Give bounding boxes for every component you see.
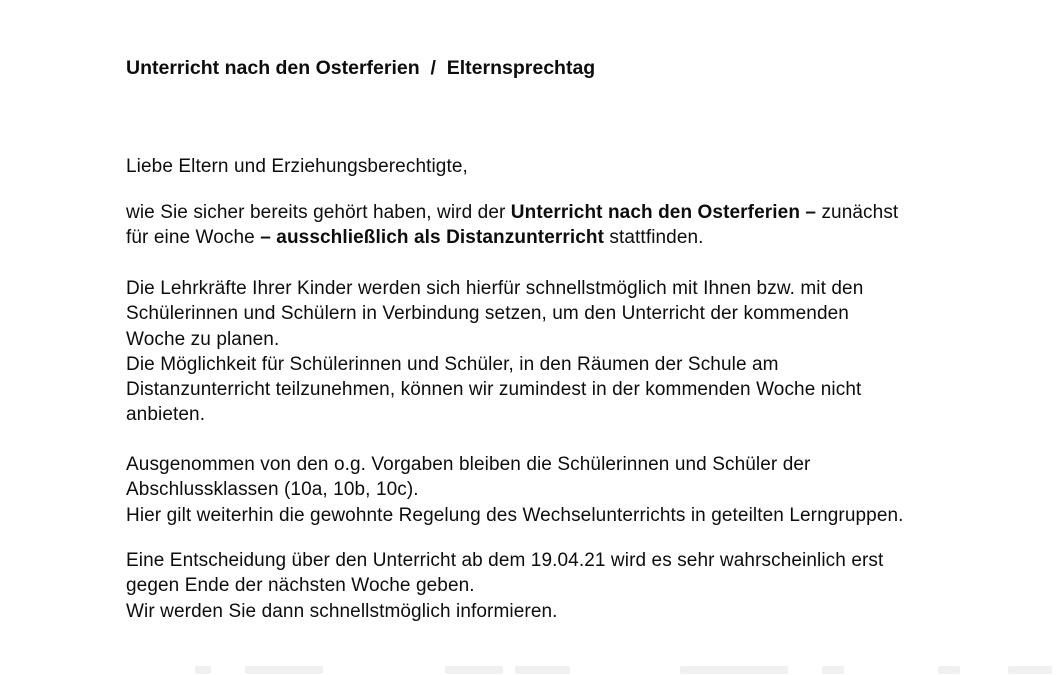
text-run: Ausgenommen von den o.g. Vorgaben bleiben die Schülerinnen und Schüler der [126,454,811,475]
text-run: Die Lehrkräfte Ihrer Kinder werden sich hierfür schnellstmöglich mit Ihnen bzw. mit den [126,278,864,299]
text-run: Schülerinnen und Schülern in Verbindung setzen, um den Unterricht der kommenden [126,303,849,325]
text-line [126,402,863,427]
text-run: für eine Woche [126,227,261,249]
paragraph-block [126,452,904,528]
text-run: anbieten. [126,404,206,426]
paragraph-block [126,276,863,428]
text-line [126,327,863,352]
document-title: Unterricht nach den Osterferien / Elternsprechtag [126,57,596,79]
cutoff-text-fragment [1008,666,1052,674]
text-line [126,200,898,225]
text-line [126,225,898,250]
text-run: stattfinden. [604,227,704,249]
text-run: Die Möglichkeit für Schülerinnen und Schüler, in den Räumen der Schule am [126,353,779,375]
bold-text-run: – ausschließlich als Distanzunterricht [260,227,605,249]
text-line [126,573,883,598]
cutoff-text-fragment [938,666,960,674]
text-line [126,301,863,326]
text-run: Abschlussklassen (10a, 10b, 10c). [126,479,419,501]
cutoff-text-fragment [515,666,570,674]
cutoff-text-fragment [680,666,788,674]
cutoff-text-fragment [245,666,323,674]
text-line [126,477,904,502]
cutoff-text-fragment [445,666,503,674]
text-line [126,352,863,377]
cutoff-text-fragment [195,666,211,674]
text-run: Woche zu planen. [126,328,280,350]
text-line [126,548,883,573]
text-line [126,276,863,301]
greeting-line: Liebe Eltern und Erziehungsberechtigte, [126,156,468,177]
text-run: wie Sie sicher bereits gehört haben, wird der [126,202,511,223]
text-line [126,599,883,624]
text-run: Distanzunterricht teilzunehmen, können wir zumindest in der kommenden Woche nicht [126,379,862,401]
text-run: Eine Entscheidung über den Unterricht ab dem 19.04.21 wird es sehr wahrscheinlich erst [126,550,884,571]
paragraph-block [126,200,898,251]
text-line [126,452,904,477]
text-run: zunächst [816,202,899,223]
text-line [126,503,904,528]
cutoff-text-fragment [822,666,844,674]
text-run: Wir werden Sie dann schnellstmöglich informieren. [126,600,558,622]
paragraph-block [126,548,883,624]
bold-text-run: Unterricht nach den Osterferien – [510,202,817,223]
truncated-bottom-line [0,664,1058,675]
text-run: Hier gilt weiterhin die gewohnte Regelung des Wechselunterrichts in geteilten Lerngruppen. [126,504,904,526]
text-run: gegen Ende der nächsten Woche geben. [126,575,475,597]
text-line [126,377,863,402]
